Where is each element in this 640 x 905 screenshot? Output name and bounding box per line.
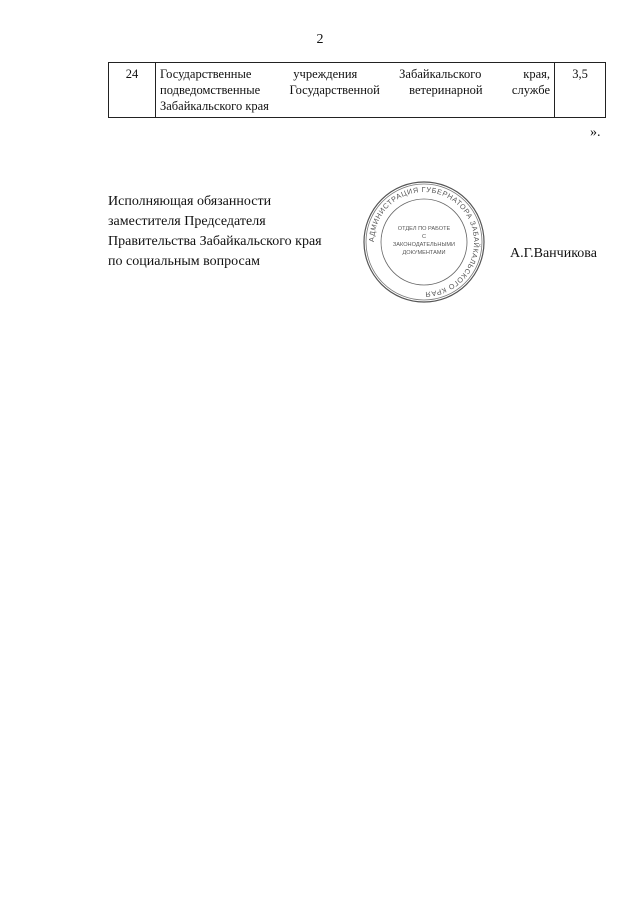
signature-title-line-3: Правительства Забайкальского края: [108, 234, 322, 249]
signer-name: А.Г.Ванчикова: [510, 246, 597, 261]
appendix-table: [108, 62, 606, 118]
stamp-inner-line: ОТДЕЛ ПО РАБОТЕ: [397, 226, 451, 232]
page-number: 2: [316, 32, 324, 47]
row-description-cell: [156, 63, 555, 118]
signature-title-line-4: по социальным вопросам: [108, 254, 260, 269]
table-row: [109, 63, 606, 118]
signature-title-line-2: заместителя Председателя: [108, 214, 266, 229]
row-number-cell: 24: [109, 63, 156, 118]
row-description-line-2: подведомственные Государственной ветеринарной службе: [160, 83, 550, 97]
official-seal-stamp: [362, 180, 486, 304]
row-value-cell: 3,5: [555, 63, 606, 118]
stamp-inner-line: ЗАКОНОДАТЕЛЬНЫМИ: [392, 242, 456, 248]
svg-text:АДМИНИСТРАЦИЯ ГУБЕРНАТОРА ЗАБА: АДМИНИСТРАЦИЯ ГУБЕРНАТОРА ЗАБАЙКАЛЬСКОГО КРАЯ: [366, 184, 482, 300]
stamp-inner-line: С: [421, 234, 427, 240]
signature-block: [108, 192, 322, 272]
row-description-line-1: Государственные учреждения Забайкальского края,: [160, 67, 550, 81]
closing-quote: ».: [590, 125, 601, 140]
row-description-line-3: Забайкальского края: [160, 99, 269, 113]
signature-title-line-1: Исполняющая обязанности: [108, 194, 272, 209]
stamp-inner-line: ДОКУМЕНТАМИ: [402, 250, 446, 256]
